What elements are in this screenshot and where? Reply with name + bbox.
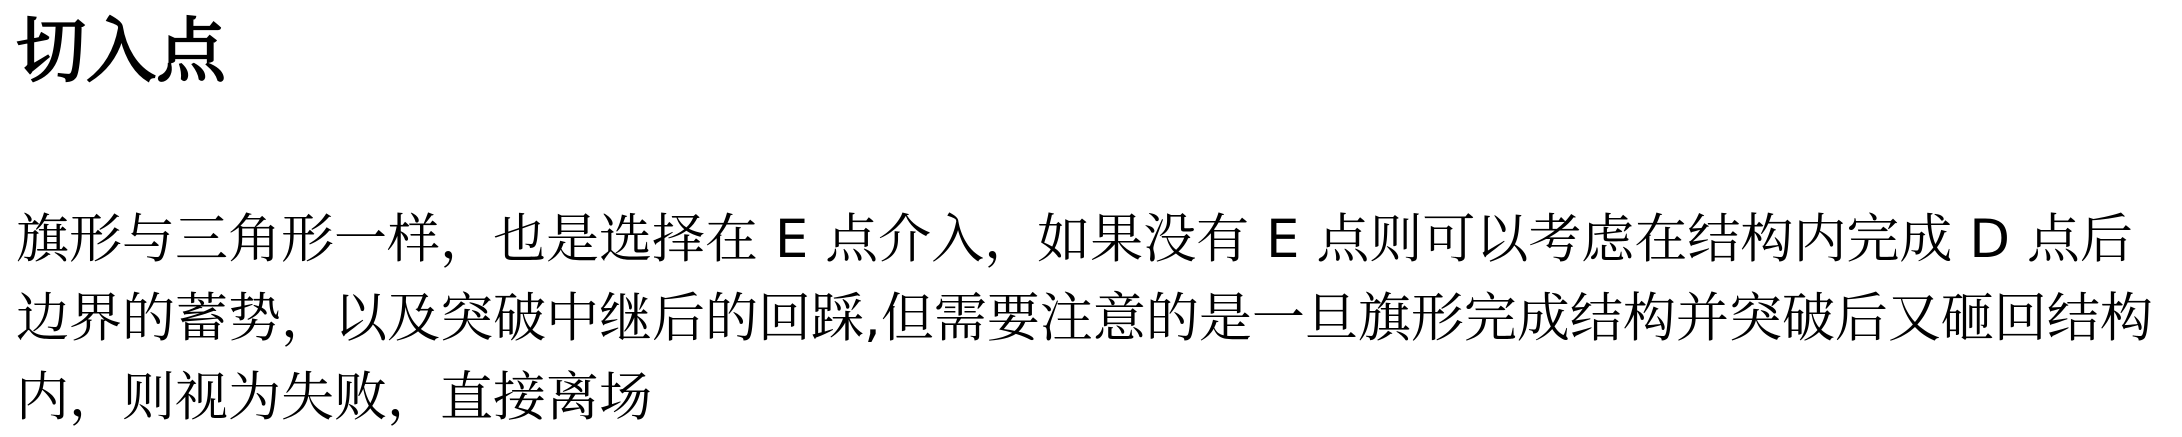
body-paragraph: 旗形与三角形一样，也是选择在 E 点介入，如果没有 E 点则可以考虑在结构内完成 D 点后边界的蓄势，以及突破中继后的回踩,但需要注意的是一旦旗形完成结构并突破后又砸回结构内，则视为失败，直接离场 [16, 209, 2153, 428]
section-heading: 切入点 [16, 10, 226, 92]
